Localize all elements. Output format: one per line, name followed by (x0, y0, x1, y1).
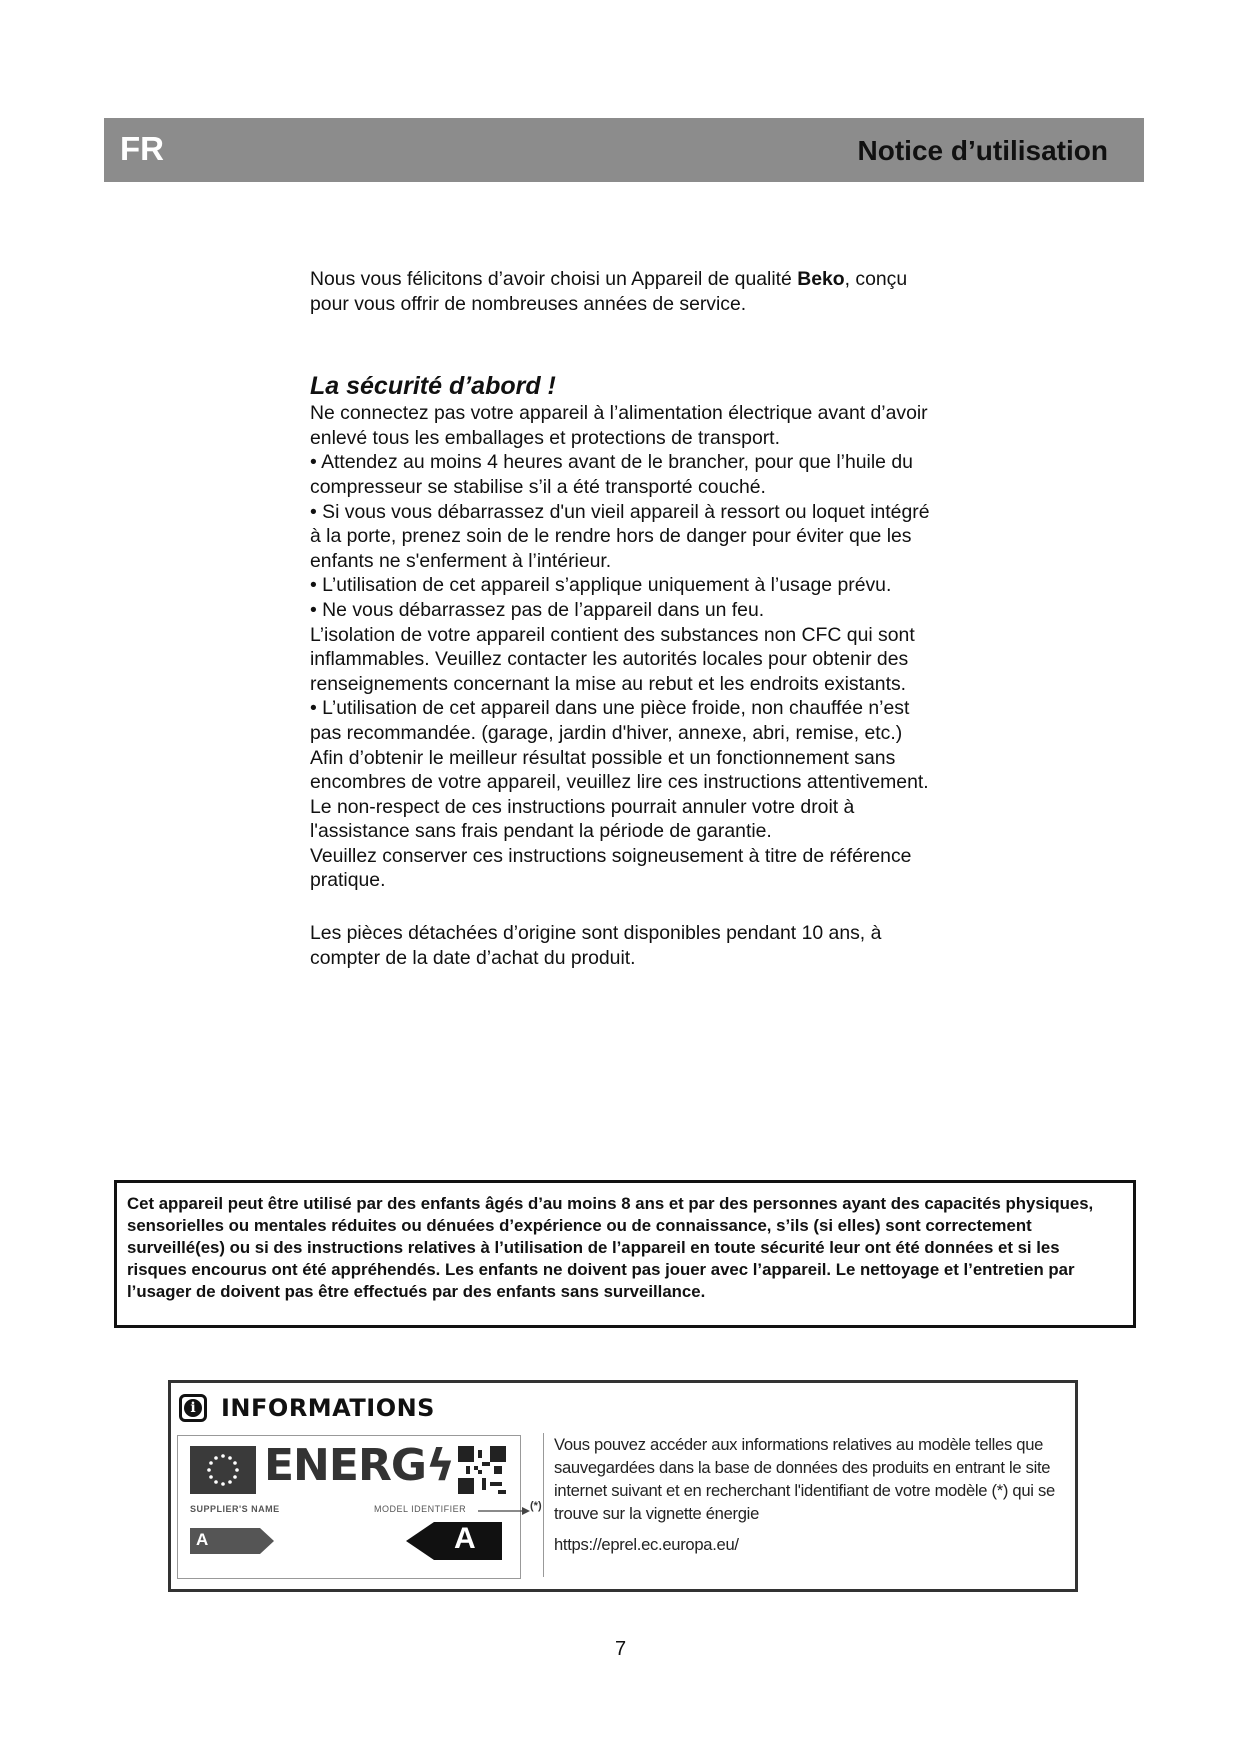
eu-flag-icon (190, 1446, 256, 1494)
child-safety-warning-box (114, 1180, 1136, 1328)
energy-label-illustration (177, 1435, 542, 1579)
safety-heading: La sécurité d’abord ! (310, 372, 556, 401)
brand-name: Beko (797, 268, 845, 290)
model-mark: (*) (530, 1500, 542, 1512)
safety-paragraph: Afin d’obtenir le meilleur résultat possible et un fonctionnement sans encombres de votre appareil, veuillez lire ces instructions attentivement. Le non-respect de ces instructions pourrait annuler votre droit à l'assistance sans frais pendant la période de garantie. (310, 746, 929, 843)
info-icon: i (179, 1394, 207, 1422)
informations-description: Vous pouvez accéder aux informations relatives au modèle telles que sauvegardées dans la base de données des produits en entrant le site internet suivant et en recherchant l'identifiant de votre modèle (*) qui se trouve sur la vignette énergie (554, 1435, 1055, 1523)
safety-paragraph: • Ne vous débarrassez pas de l’appareil dans un feu. (310, 598, 765, 621)
informations-title: INFORMATIONS (221, 1394, 435, 1422)
safety-paragraph: • L’utilisation de cet appareil s’applique uniquement à l’usage prévu. (310, 574, 892, 597)
eprel-link[interactable]: https://eprel.ec.europa.eu/ (554, 1535, 739, 1554)
safety-paragraph: Ne connectez pas votre appareil à l’alimentation électrique avant d’avoir enlevé tous les emballages et protections de transport. (310, 402, 928, 449)
language-code: FR (120, 130, 164, 167)
spacer (310, 893, 930, 921)
arrow-right-icon (478, 1506, 534, 1516)
header-bar (104, 118, 1144, 182)
main-content (310, 267, 930, 970)
safety-paragraph: • L’utilisation de cet appareil dans une pièce froide, non chauffée n’est pas recommandée. (garage, jardin d'hiver, annexe, abri, remise, etc.) (310, 697, 910, 744)
energy-class-letter: A (454, 1522, 476, 1555)
intro-paragraph (310, 267, 930, 316)
intro-text: Nous vous félicitons d’avoir choisi un Appareil de qualité (310, 268, 798, 290)
lightning-icon: ϟ (425, 1440, 454, 1491)
informations-text (543, 1433, 1073, 1577)
energy-scale-letter: A (196, 1530, 209, 1549)
spare-parts-paragraph: Les pièces détachées d’origine sont disponibles pendant 10 ans, à compter de la date d’achat du produit. (310, 922, 882, 969)
qr-code-icon (458, 1446, 506, 1494)
supplier-name-label: SUPPLIER'S NAME (190, 1504, 280, 1514)
safety-paragraph: • Attendez au moins 4 heures avant de le brancher, pour que l’huile du compresseur se stabilise s’il a été transporté couché. (310, 451, 913, 498)
safety-paragraph: Veuillez conserver ces instructions soigneusement à titre de référence pratique. (310, 844, 912, 892)
safety-paragraph: L’isolation de votre appareil contient des substances non CFC qui sont inflammables. Veuillez contacter les autorités locales pour obtenir des renseignements concernant la mise au rebut et les endroits existants. (310, 623, 915, 695)
model-identifier-label: MODEL IDENTIFIER (374, 1504, 467, 1514)
page-number: 7 (614, 1638, 627, 1660)
document-title: Notice d’utilisation (857, 135, 1108, 166)
energy-label-brand: ENERGϟ (264, 1440, 454, 1491)
informations-header (179, 1391, 435, 1425)
warning-text: Cet appareil peut être utilisé par des enfants âgés d’au moins 8 ans et par des personnes ayant des capacités physiques, sensorielles ou mentales réduites ou dénuées d’expérience ou de connaissance, s’ils (si elles) sont correctement surveillé(es) ou si des instructions relatives à l’utilisation de l’appareil en toute sécurité leur ont été données et si les risques encourus ont été appréhendés. Les enfants ne doivent pas jouer avec l’appareil. Le nettoyage et l’entretien par l’usager de doivent pas être effectués par des enfants sans surveillance. (127, 1194, 1094, 1301)
informations-box (168, 1380, 1078, 1592)
intro-text-end: , conçu pour vous offrir de nombreuses années de service. (310, 268, 908, 315)
safety-paragraph: • Si vous vous débarrassez d'un vieil appareil à ressort ou loquet intégré à la porte, prenez soin de le rendre hors de danger pour éviter que les enfants ne s'enferment à l’intérieur. (310, 500, 930, 572)
